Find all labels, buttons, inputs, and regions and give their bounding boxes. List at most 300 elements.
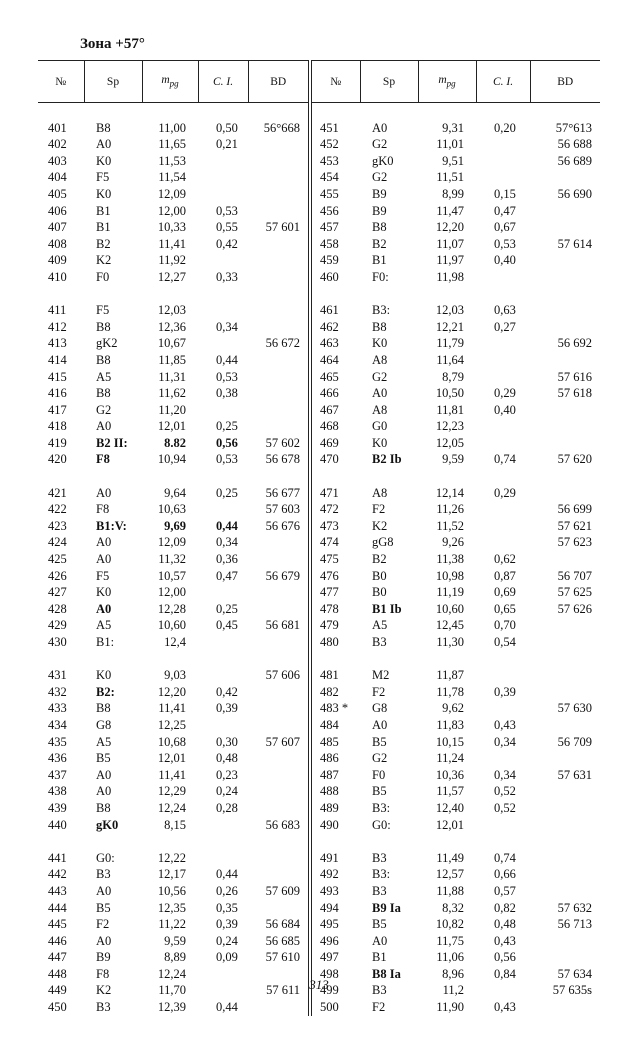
star-number: 425 xyxy=(48,552,67,567)
color-index: 0,21 xyxy=(216,137,238,152)
color-index: 0,63 xyxy=(494,303,516,318)
color-index xyxy=(198,634,248,651)
star-number: 429 xyxy=(48,618,67,633)
bd-number xyxy=(248,601,310,618)
magnitude: 10,98 xyxy=(435,568,464,583)
magnitude: 11,98 xyxy=(436,269,464,284)
magnitude: 8,96 xyxy=(442,966,464,981)
magnitude: 10,33 xyxy=(157,220,186,235)
star-number: 484 xyxy=(320,717,339,732)
bd-number xyxy=(530,203,600,220)
bd-number xyxy=(248,352,310,369)
magnitude: 12,22 xyxy=(157,850,186,865)
color-index xyxy=(476,518,530,535)
bd-number xyxy=(248,900,310,917)
color-index: 0,44 xyxy=(216,1000,238,1015)
star-number: 403 xyxy=(48,153,67,168)
table-row xyxy=(38,933,600,950)
color-index: 0,50 xyxy=(216,120,238,135)
spectral-type: K0 xyxy=(96,153,112,168)
magnitude: 8,15 xyxy=(164,817,186,832)
color-index: 0,45 xyxy=(216,618,238,633)
color-index: 0,47 xyxy=(494,203,516,218)
magnitude: 12,35 xyxy=(157,900,186,915)
spectral-type: B3 xyxy=(96,1000,111,1015)
star-number: 495 xyxy=(320,917,339,932)
star-number: 462 xyxy=(320,319,339,334)
color-index: 0,55 xyxy=(216,220,238,235)
table-row xyxy=(38,684,600,701)
bd-number xyxy=(248,783,310,800)
color-index: 0,35 xyxy=(216,900,238,915)
color-index xyxy=(476,136,530,153)
bd-number xyxy=(530,485,600,502)
magnitude: 11,65 xyxy=(158,137,186,152)
star-number: 415 xyxy=(48,369,67,384)
magnitude: 12,03 xyxy=(157,303,186,318)
star-number: 402 xyxy=(48,137,67,152)
bd-number xyxy=(248,750,310,767)
star-number: 401 xyxy=(48,120,67,135)
bd-number xyxy=(248,534,310,551)
page-number: 313 xyxy=(309,977,329,992)
table-row xyxy=(38,203,600,220)
star-number: 492 xyxy=(320,867,339,882)
star-number: 487 xyxy=(320,767,339,782)
color-index: 0,70 xyxy=(494,618,516,633)
spectral-type: F0 xyxy=(96,269,110,284)
table-row xyxy=(38,136,600,153)
column-header-number-2: № xyxy=(310,61,360,103)
color-index xyxy=(198,186,248,203)
bd-number xyxy=(530,551,600,568)
magnitude: 12,00 xyxy=(157,203,186,218)
bd-number xyxy=(248,418,310,435)
spectral-type: A0 xyxy=(96,883,112,898)
magnitude: 12,21 xyxy=(435,319,464,334)
color-index: 0,40 xyxy=(494,253,516,268)
bd-number: 56 685 xyxy=(248,933,310,950)
table-row xyxy=(38,186,600,203)
color-index: 0,74 xyxy=(494,850,516,865)
color-index xyxy=(476,534,530,551)
star-number: 471 xyxy=(320,485,339,500)
bd-number xyxy=(530,402,600,419)
table-row xyxy=(38,667,600,684)
bd-number: 57 630 xyxy=(557,701,592,716)
star-number: 480 xyxy=(320,635,339,649)
color-index: 0,34 xyxy=(494,767,516,782)
spectral-type: B9 xyxy=(372,186,387,201)
bd-number: 56 709 xyxy=(557,734,592,749)
star-number: 500 xyxy=(320,1000,339,1015)
star-number: 410 xyxy=(48,269,67,284)
bd-number: 56°668 xyxy=(248,120,310,137)
table-row xyxy=(38,850,600,867)
color-index: 0,42 xyxy=(216,236,238,251)
color-index: 0,82 xyxy=(494,900,516,915)
star-number: 434 xyxy=(48,717,67,732)
spectral-type: K0 xyxy=(372,435,388,450)
table-row xyxy=(38,999,600,1016)
table-row xyxy=(38,534,600,551)
star-number: 435 xyxy=(48,734,67,749)
bd-number xyxy=(530,850,600,867)
color-index: 0,25 xyxy=(216,601,238,616)
star-number: 430 xyxy=(48,635,67,649)
table-row xyxy=(38,335,600,352)
magnitude: 9,64 xyxy=(164,485,186,500)
bd-number xyxy=(530,866,600,883)
star-number: 457 xyxy=(320,220,339,235)
bd-number xyxy=(530,169,600,186)
magnitude: 8,99 xyxy=(442,186,464,201)
magnitude: 9,51 xyxy=(442,153,464,168)
spectral-type: G0 xyxy=(372,419,388,434)
bd-number: 56 690 xyxy=(557,186,592,201)
spectral-type: B8 xyxy=(372,220,387,235)
color-index: 0,69 xyxy=(494,585,516,600)
bd-number xyxy=(248,203,310,220)
bd-number: 57 606 xyxy=(248,667,310,684)
magnitude: 12,09 xyxy=(157,186,186,201)
table-row xyxy=(38,153,600,170)
spectral-type: F2 xyxy=(372,502,386,517)
spectral-type: B3 xyxy=(372,850,387,865)
bd-number: 56 707 xyxy=(557,568,592,583)
color-index: 0,15 xyxy=(494,186,516,201)
star-number: 420 xyxy=(48,452,67,467)
color-index: 0,53 xyxy=(216,452,238,467)
color-index: 0,44 xyxy=(216,352,238,367)
spectral-type: A8 xyxy=(372,402,388,417)
bd-number xyxy=(530,435,600,452)
spectral-type: F8 xyxy=(96,966,110,981)
bd-number xyxy=(248,850,310,867)
table-row xyxy=(38,568,600,585)
table-row xyxy=(38,783,600,800)
star-number: 491 xyxy=(320,850,339,865)
star-number: 463 xyxy=(320,336,339,351)
magnitude: 11,41 xyxy=(158,236,186,251)
magnitude: 8.82 xyxy=(164,435,186,450)
magnitude: 10,63 xyxy=(157,502,186,517)
magnitude: 12,25 xyxy=(157,717,186,732)
star-number: 456 xyxy=(320,203,339,218)
spectral-type: A5 xyxy=(96,369,112,384)
color-index: 0,84 xyxy=(494,966,516,981)
bd-number: 56 692 xyxy=(557,336,592,351)
spectral-type: B1: xyxy=(96,635,115,649)
star-number: 499 xyxy=(320,983,339,998)
bd-number: 57 625 xyxy=(557,585,592,600)
bd-number: 56 672 xyxy=(248,335,310,352)
bd-number: 57 607 xyxy=(248,734,310,751)
table-row xyxy=(38,219,600,236)
star-number: 440 xyxy=(48,817,67,832)
bd-number: 57 618 xyxy=(557,386,592,401)
bd-number xyxy=(248,584,310,601)
star-number: 488 xyxy=(320,784,339,799)
color-index xyxy=(476,817,530,834)
color-index: 0,26 xyxy=(216,883,238,898)
color-index xyxy=(476,700,530,717)
color-index: 0,30 xyxy=(216,734,238,749)
star-number: 496 xyxy=(320,933,339,948)
group-spacer xyxy=(38,286,600,303)
star-number: 494 xyxy=(320,900,339,915)
star-number: 417 xyxy=(48,402,67,417)
color-index xyxy=(198,667,248,684)
table-row xyxy=(38,435,600,452)
color-index xyxy=(476,435,530,452)
star-number: 442 xyxy=(48,867,67,882)
color-index xyxy=(476,750,530,767)
magnitude: 11,88 xyxy=(436,883,464,898)
magnitude: 11,90 xyxy=(436,1000,464,1015)
star-number: 474 xyxy=(320,535,339,550)
table-row xyxy=(38,418,600,435)
table-row xyxy=(38,518,600,535)
spectral-type: A0 xyxy=(372,933,388,948)
bd-number: 56 683 xyxy=(248,817,310,834)
magnitude: 12,39 xyxy=(157,1000,186,1015)
table-row xyxy=(38,302,600,319)
bd-number: 57 611 xyxy=(248,982,310,999)
star-number: 438 xyxy=(48,784,67,799)
bd-number: 57 610 xyxy=(248,949,310,966)
spectral-type: B3 xyxy=(372,635,387,649)
color-index: 0,36 xyxy=(216,552,238,567)
star-number: 408 xyxy=(48,236,67,251)
group-spacer xyxy=(38,833,600,850)
column-header-bd-2: BD xyxy=(530,61,600,103)
star-number: 416 xyxy=(48,386,67,401)
bd-number xyxy=(530,634,600,651)
magnitude: 11,07 xyxy=(436,236,464,251)
color-index: 0,48 xyxy=(216,751,238,766)
bd-number xyxy=(248,551,310,568)
color-index xyxy=(198,584,248,601)
spectral-type: G0: xyxy=(96,850,115,865)
magnitude: 8,79 xyxy=(442,369,464,384)
bd-number xyxy=(248,634,310,651)
spectral-type: B8 xyxy=(96,352,111,367)
bd-number xyxy=(248,319,310,336)
spectral-type: F0 xyxy=(372,767,386,782)
bd-number xyxy=(530,717,600,734)
color-index: 0,43 xyxy=(494,717,516,732)
color-index: 0,25 xyxy=(216,419,238,434)
magnitude: 10,82 xyxy=(435,917,464,932)
bd-number: 56 699 xyxy=(557,502,592,517)
spectral-type: B3 xyxy=(372,983,387,998)
star-number: 432 xyxy=(48,684,67,699)
spectral-type: K0 xyxy=(372,336,388,351)
table-row xyxy=(38,551,600,568)
spectral-type: F5 xyxy=(96,303,110,318)
magnitude: 11,2 xyxy=(442,983,464,998)
spectral-type: A0 xyxy=(96,784,112,799)
magnitude: 10,50 xyxy=(435,386,464,401)
color-index: 0,62 xyxy=(494,552,516,567)
bd-number xyxy=(530,933,600,950)
magnitude: 12,01 xyxy=(157,419,186,434)
star-number: 482 xyxy=(320,684,339,699)
column-header-spectral-type-2: Sp xyxy=(360,61,418,103)
bd-number: 57 626 xyxy=(557,601,592,616)
star-number: 472 xyxy=(320,502,339,517)
color-index xyxy=(476,335,530,352)
magnitude: 11,06 xyxy=(436,950,464,965)
star-number: 498 xyxy=(320,966,339,981)
star-number: 447 xyxy=(48,950,67,965)
column-header-color-index: C. I. xyxy=(198,61,248,103)
magnitude: 9,03 xyxy=(164,668,186,683)
spectral-type: A5 xyxy=(372,618,388,633)
star-number: 497 xyxy=(320,950,339,965)
magnitude: 12,20 xyxy=(435,220,464,235)
star-number: 444 xyxy=(48,900,67,915)
spectral-type: B2 xyxy=(372,236,387,251)
bd-number: 56 677 xyxy=(248,485,310,502)
color-index xyxy=(476,153,530,170)
color-index: 0,40 xyxy=(494,402,516,417)
spectral-type: A8 xyxy=(372,352,388,367)
bd-number: 56 688 xyxy=(557,137,592,152)
spectral-type: B1 xyxy=(372,950,387,965)
bd-number xyxy=(248,385,310,402)
color-index: 0,65 xyxy=(494,601,516,616)
color-index: 0,34 xyxy=(216,319,238,334)
bd-number: 56 676 xyxy=(248,518,310,535)
magnitude: 9,59 xyxy=(164,933,186,948)
bd-number xyxy=(530,617,600,634)
magnitude: 11,85 xyxy=(158,352,186,367)
table-header-row xyxy=(38,61,600,103)
magnitude: 11,00 xyxy=(158,120,186,135)
color-index xyxy=(198,302,248,319)
star-number: 458 xyxy=(320,236,339,251)
bd-number xyxy=(248,269,310,286)
magnitude: 11,19 xyxy=(436,585,464,600)
spectral-type: B0 xyxy=(372,585,387,600)
magnitude: 11,53 xyxy=(158,153,186,168)
magnitude: 11,24 xyxy=(436,751,464,766)
spectral-type: F2 xyxy=(372,1000,386,1015)
color-index xyxy=(198,335,248,352)
table-row xyxy=(38,817,600,834)
table-row xyxy=(38,252,600,269)
spectral-type: B8 xyxy=(96,800,111,815)
star-number: 406 xyxy=(48,203,67,218)
spectral-type: B2: xyxy=(96,684,115,699)
color-index: 0,48 xyxy=(494,917,516,932)
star-number: 461 xyxy=(320,303,339,318)
color-index xyxy=(476,352,530,369)
bd-number xyxy=(530,750,600,767)
bd-number xyxy=(248,800,310,817)
magnitude: 11,51 xyxy=(436,170,464,185)
spectral-type: K0 xyxy=(96,585,112,600)
magnitude: 12,28 xyxy=(157,601,186,616)
bd-number: 57 634 xyxy=(557,966,592,981)
magnitude: 9,69 xyxy=(164,518,186,533)
magnitude: 10,68 xyxy=(157,734,186,749)
bd-number: 57 632 xyxy=(557,900,592,915)
spectral-type: B2 xyxy=(96,236,111,251)
color-index: 0,09 xyxy=(216,950,238,965)
spectral-type: G8 xyxy=(96,717,112,732)
star-number: 419 xyxy=(48,435,67,450)
spectral-type: A5 xyxy=(96,618,112,633)
bd-number: 56 713 xyxy=(557,917,592,932)
spectral-type: F5 xyxy=(96,170,110,185)
magnitude: 12,24 xyxy=(157,800,186,815)
star-number: 421 xyxy=(48,485,67,500)
bd-number: 57 631 xyxy=(557,767,592,782)
magnitude: 12,4 xyxy=(164,635,186,649)
spectral-type: F0: xyxy=(372,269,389,284)
bd-number: 57°613 xyxy=(555,120,592,135)
magnitude: 11,26 xyxy=(436,502,464,517)
star-number: 493 xyxy=(320,883,339,898)
color-index xyxy=(476,269,530,286)
magnitude: 11,01 xyxy=(436,137,464,152)
magnitude: 11,78 xyxy=(436,684,464,699)
magnitude: 12,29 xyxy=(157,784,186,799)
star-number: 412 xyxy=(48,319,67,334)
star-number: 454 xyxy=(320,170,339,185)
table-row xyxy=(38,485,600,502)
spectral-type: B5 xyxy=(96,900,111,915)
bd-number xyxy=(530,999,600,1016)
table-row xyxy=(38,169,600,186)
spectral-type: A0 xyxy=(96,535,112,550)
star-number: 428 xyxy=(48,601,67,616)
color-index: 0,44 xyxy=(216,867,238,882)
spectral-type: A0 xyxy=(96,419,112,434)
bd-number: 57 616 xyxy=(557,369,592,384)
spectral-type: B3 xyxy=(96,867,111,882)
magnitude: 12,36 xyxy=(157,319,186,334)
color-index: 0,39 xyxy=(216,917,238,932)
color-index: 0,53 xyxy=(216,369,238,384)
bd-number: 57 601 xyxy=(248,219,310,236)
star-number: 427 xyxy=(48,585,67,600)
bd-number xyxy=(248,169,310,186)
star-number: 464 xyxy=(320,352,339,367)
table-row xyxy=(38,120,600,137)
magnitude: 12,01 xyxy=(157,751,186,766)
magnitude: 10,94 xyxy=(157,452,186,467)
color-index: 0,43 xyxy=(494,1000,516,1015)
bd-number xyxy=(248,999,310,1016)
color-index: 0,52 xyxy=(494,784,516,799)
spectral-type: G2 xyxy=(372,751,388,766)
spectral-type: B3: xyxy=(372,303,391,318)
table-row xyxy=(38,717,600,734)
star-number: 443 xyxy=(48,883,67,898)
magnitude: 12,01 xyxy=(435,817,464,832)
star-number: 485 xyxy=(320,734,339,749)
bd-number xyxy=(530,949,600,966)
star-number: 479 xyxy=(320,618,339,633)
color-index: 0,25 xyxy=(216,485,238,500)
bd-number xyxy=(530,883,600,900)
star-number: 453 xyxy=(320,153,339,168)
group-spacer xyxy=(38,468,600,485)
